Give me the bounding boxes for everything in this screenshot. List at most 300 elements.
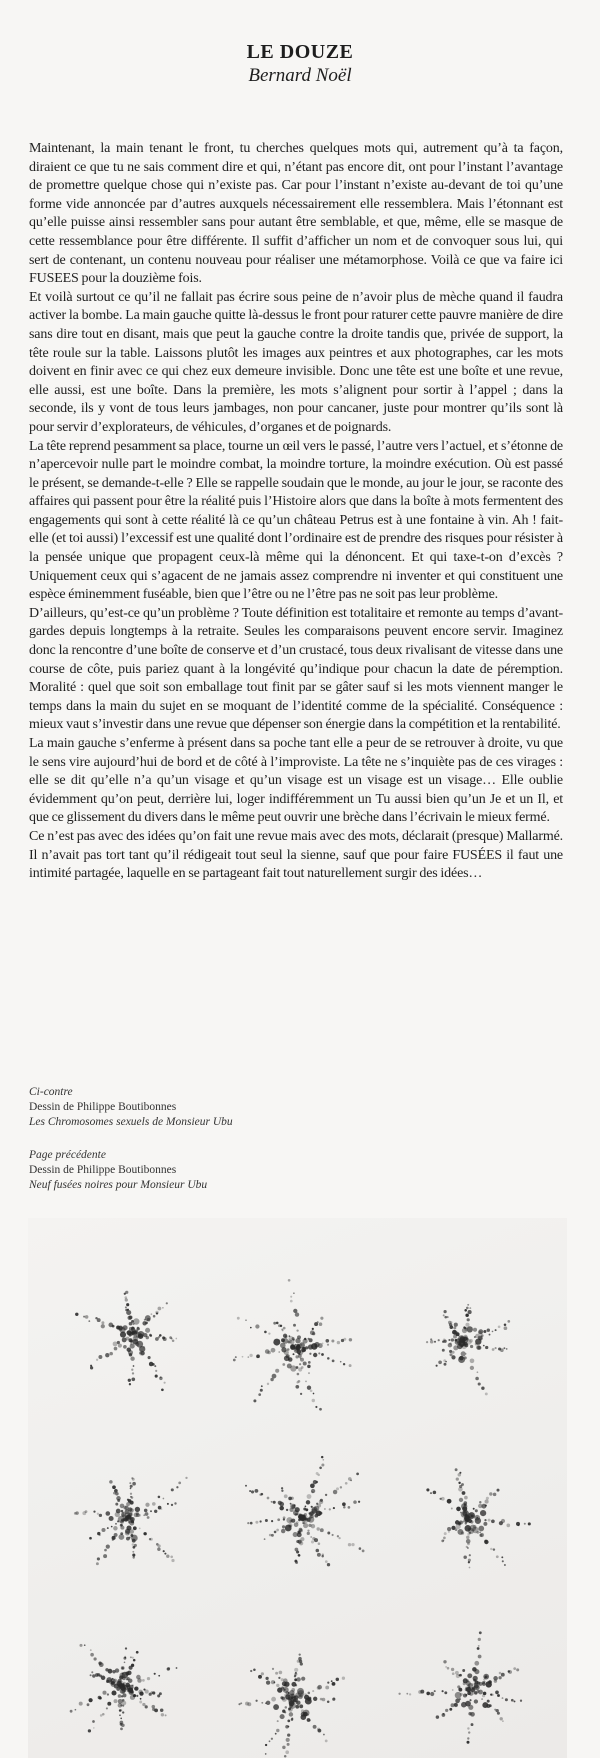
- ink-dot: [122, 1705, 124, 1707]
- ink-dot: [274, 1681, 276, 1683]
- ink-dot: [154, 1365, 156, 1367]
- ink-dot: [75, 1313, 78, 1316]
- ink-dot: [70, 1710, 73, 1713]
- ink-dot: [316, 1549, 320, 1553]
- ink-dot: [436, 1715, 439, 1718]
- ink-dot: [296, 1550, 299, 1553]
- ink-dot: [145, 1690, 149, 1694]
- ink-dot: [444, 1363, 447, 1366]
- ink-dot: [124, 1506, 129, 1511]
- ink-dot: [280, 1714, 285, 1719]
- ink-dot: [97, 1513, 99, 1515]
- ink-dot: [139, 1346, 145, 1352]
- ink-dot: [465, 1525, 472, 1532]
- ink-dot: [171, 1504, 173, 1506]
- ink-dot: [272, 1374, 277, 1379]
- ink-dot: [318, 1352, 320, 1354]
- ink-dot: [112, 1670, 115, 1673]
- ink-dot: [348, 1477, 352, 1481]
- ink-dot: [455, 1698, 460, 1703]
- ink-dot: [468, 1310, 472, 1314]
- ink-dot: [133, 1318, 139, 1324]
- ink-dot: [178, 1482, 181, 1485]
- ink-dot: [248, 1356, 250, 1358]
- ink-dot: [467, 1737, 469, 1739]
- ink-dot: [318, 1542, 321, 1545]
- ink-dot: [406, 1693, 408, 1695]
- ink-dot: [418, 1690, 422, 1694]
- ink-dot: [482, 1694, 485, 1697]
- ink-dot: [271, 1738, 273, 1740]
- ink-dot: [483, 1681, 485, 1683]
- ink-dot: [463, 1326, 465, 1328]
- ink-dot: [153, 1315, 156, 1318]
- ink-dot: [271, 1697, 276, 1702]
- ink-dot: [343, 1506, 346, 1509]
- ink-dot: [157, 1547, 160, 1550]
- ink-dot: [170, 1555, 173, 1558]
- ink-dot: [282, 1710, 285, 1713]
- ink-dot: [444, 1310, 447, 1313]
- ink-dot: [90, 1649, 92, 1651]
- ink-dot: [492, 1348, 495, 1351]
- ink-dot: [430, 1340, 434, 1344]
- ink-dot: [348, 1543, 351, 1546]
- ink-dot: [96, 1562, 99, 1565]
- ink-dot: [320, 1528, 324, 1532]
- ink-dot: [120, 1504, 125, 1509]
- ink-dot: [102, 1691, 106, 1695]
- ink-dot: [473, 1508, 475, 1510]
- ink-dot: [448, 1343, 452, 1347]
- ink-dot: [295, 1684, 297, 1686]
- ink-dot: [122, 1667, 124, 1669]
- ink-dot: [438, 1360, 442, 1364]
- ink-dot: [126, 1685, 130, 1689]
- ink-dot: [296, 1513, 298, 1515]
- ink-dot: [295, 1561, 298, 1564]
- ink-dot: [313, 1725, 317, 1729]
- ink-dot: [166, 1555, 169, 1558]
- ink-dot: [126, 1303, 129, 1306]
- ink-dot: [311, 1507, 317, 1513]
- ink-dot: [114, 1347, 118, 1351]
- ink-dot: [281, 1487, 283, 1489]
- ink-dot: [319, 1322, 323, 1326]
- ink-dot: [92, 1674, 95, 1677]
- ink-dot: [465, 1522, 467, 1524]
- ink-dot: [353, 1500, 357, 1504]
- ink-dot: [145, 1322, 148, 1325]
- caption-credit: Dessin de Philippe Boutibonnes: [29, 1101, 177, 1113]
- ink-dot: [340, 1361, 342, 1363]
- ink-dot: [313, 1353, 317, 1357]
- ink-dot: [464, 1309, 467, 1312]
- ink-dot: [113, 1526, 117, 1530]
- ink-dot: [268, 1332, 270, 1334]
- ink-dot: [120, 1526, 124, 1530]
- ink-dot: [358, 1501, 360, 1503]
- ink-dot: [122, 1337, 127, 1342]
- ink-dot: [125, 1296, 128, 1299]
- ink-dot: [255, 1700, 257, 1702]
- ink-dot: [319, 1408, 322, 1411]
- ink-dot: [312, 1690, 314, 1692]
- ink-dot: [162, 1336, 165, 1339]
- ink-dot: [461, 1483, 464, 1486]
- ink-dot: [506, 1524, 510, 1528]
- ink-dot: [304, 1338, 306, 1340]
- ink-dot: [139, 1527, 141, 1529]
- ink-dot: [461, 1511, 468, 1518]
- ink-dot: [504, 1564, 506, 1566]
- ink-dot: [139, 1691, 143, 1695]
- ink-dot: [127, 1316, 131, 1320]
- ink-dot: [282, 1525, 285, 1528]
- ink-dot: [158, 1307, 162, 1311]
- ink-dot: [313, 1697, 317, 1701]
- ink-dot: [456, 1507, 461, 1512]
- ink-dot: [483, 1330, 486, 1333]
- ink-dot: [281, 1490, 283, 1492]
- ink-dot: [434, 1690, 436, 1692]
- ink-dot: [336, 1487, 339, 1490]
- ink-dot: [132, 1543, 135, 1546]
- ink-dot: [478, 1526, 484, 1532]
- ink-dot: [154, 1673, 156, 1675]
- ink-dot: [506, 1348, 508, 1350]
- ink-dot: [458, 1522, 461, 1525]
- ink-dot: [287, 1743, 290, 1746]
- ink-dot: [325, 1494, 327, 1496]
- ink-dot: [351, 1543, 354, 1546]
- ink-dot: [449, 1708, 452, 1711]
- ink-dot: [308, 1516, 315, 1523]
- ink-dot: [466, 1520, 468, 1522]
- ink-dot: [249, 1490, 251, 1492]
- ink-dot: [258, 1675, 262, 1679]
- ink-dot: [288, 1497, 292, 1501]
- ink-dot: [321, 1353, 324, 1356]
- ink-dot: [332, 1682, 336, 1686]
- ink-dot: [255, 1489, 259, 1493]
- ink-dot: [457, 1529, 463, 1535]
- paragraph: La tête reprend pesamment sa place, tourne un œil vers le passé, l’autre vers l’actuel, et s’étonne de n’apercevoir nulle part le moindre combat, la moindre torture, la moindre exécution. Où est passé le présent, se demande-t-elle ? Elle se rappelle soudain que le monde, au jour le jour, se raconte des affaires qui passent pour être la réalité puis l’Histoire alors que dans la boîte à mots fermentent des engagements qui sont à cette réalité là ce qu’un château Petrus est à une fontaine à vin. Ah ! fait-elle (et toi aussi) l’excessif est une qualité dont l’ordinaire est de prendre des risques pour résister à la pensée unique que propagent ceux-là même qui la dénoncent. Et qui taxe-t-on d’excès ? Uniquement ceux qui s’agacent de ne jamais assez comprendre ni inventer et qui constituent une espèce éminemment fuséable, bien que l’être ou ne l’être pas ne soit pas leur problème.: [29, 438, 563, 603]
- ink-drawing-illustration: [28, 1218, 567, 1758]
- ink-dot: [468, 1731, 470, 1733]
- ink-dot: [90, 1366, 93, 1369]
- ink-dot: [332, 1360, 335, 1363]
- ink-dot: [453, 1335, 457, 1339]
- ink-dot: [273, 1501, 276, 1504]
- ink-dot: [130, 1357, 134, 1361]
- ink-dot: [467, 1741, 470, 1744]
- starburst-figure: [233, 1279, 352, 1411]
- ink-dot: [105, 1353, 109, 1357]
- ink-dot: [281, 1697, 285, 1701]
- ink-dot: [479, 1631, 482, 1634]
- ink-dot: [455, 1468, 458, 1471]
- ink-dot: [151, 1313, 153, 1315]
- ink-dot: [309, 1338, 313, 1342]
- ink-dot: [495, 1329, 497, 1331]
- ink-dot: [442, 1690, 444, 1692]
- ink-dot: [447, 1667, 450, 1670]
- ink-dot: [451, 1526, 455, 1530]
- ink-dot: [473, 1328, 477, 1332]
- caption-heading: Page précédente: [29, 1149, 106, 1161]
- ink-dot: [438, 1339, 440, 1341]
- ink-dot: [276, 1322, 279, 1325]
- ink-dot: [250, 1327, 252, 1329]
- starburst-figure: [245, 1456, 364, 1566]
- article-title: LE DOUZE: [246, 41, 354, 63]
- ink-dot: [478, 1655, 482, 1659]
- ink-dot: [171, 1488, 174, 1491]
- ink-dot: [483, 1522, 487, 1526]
- ink-dot: [261, 1385, 263, 1387]
- ink-dot: [129, 1482, 131, 1484]
- ink-dot: [490, 1548, 492, 1550]
- ink-dot: [301, 1677, 305, 1681]
- ink-dot: [504, 1326, 508, 1330]
- ink-dot: [326, 1339, 330, 1343]
- ink-dot: [117, 1683, 123, 1689]
- ink-dot: [475, 1377, 479, 1381]
- ink-dot: [466, 1307, 469, 1310]
- ink-dot: [309, 1353, 311, 1355]
- ink-dot: [120, 1728, 123, 1731]
- paragraph: Ce n’est pas avec des idées qu’on fait une revue mais avec des mots, déclarait (presque) Mallarmé. Il n’avait pas tort tant qu’il rédigeait tout seul la sienne, sauf que pour faire FUSÉES il faut une intimité partagée, laquelle en se partageant fait tout naturellement surgir des idées…: [29, 828, 563, 882]
- ink-dot: [303, 1361, 307, 1365]
- ink-dot: [152, 1691, 155, 1694]
- ink-dot: [471, 1723, 474, 1726]
- ink-dot: [447, 1316, 449, 1318]
- ink-dot: [505, 1698, 508, 1701]
- ink-dot: [290, 1504, 296, 1510]
- ink-dot: [474, 1661, 479, 1666]
- ink-dot: [475, 1518, 481, 1524]
- ink-dot: [321, 1555, 323, 1557]
- ink-dot: [176, 1486, 178, 1488]
- ink-dot: [459, 1356, 464, 1361]
- ink-dot: [283, 1516, 286, 1519]
- ink-dot: [317, 1553, 321, 1557]
- ink-dot: [319, 1467, 322, 1470]
- ink-dot: [160, 1709, 163, 1712]
- ink-dot: [299, 1704, 303, 1708]
- ink-dot: [250, 1670, 252, 1672]
- article-header: [0, 40, 600, 88]
- ink-dot: [286, 1354, 290, 1358]
- ink-dot: [130, 1485, 133, 1488]
- ink-dot: [467, 1542, 470, 1545]
- ink-dot: [276, 1684, 279, 1687]
- ink-dot: [311, 1540, 314, 1543]
- ink-dot: [132, 1556, 134, 1558]
- ink-dot: [175, 1338, 177, 1340]
- ink-dot: [436, 1365, 438, 1367]
- ink-dot: [307, 1365, 310, 1368]
- ink-dot: [131, 1327, 134, 1330]
- ink-dot: [158, 1675, 160, 1677]
- ink-dot: [136, 1651, 139, 1654]
- ink-dot: [322, 1343, 324, 1345]
- ink-dot: [106, 1511, 111, 1516]
- ink-dot: [270, 1378, 273, 1381]
- starburst-figure: [426, 1468, 530, 1568]
- ink-dot: [461, 1702, 467, 1708]
- ink-dot: [426, 1341, 428, 1343]
- ink-dot: [285, 1725, 289, 1729]
- ink-dot: [281, 1328, 283, 1330]
- ink-dot: [139, 1701, 142, 1704]
- ink-dot: [459, 1674, 462, 1677]
- ink-dot: [345, 1482, 348, 1485]
- ink-dot: [480, 1510, 486, 1516]
- ink-dot: [457, 1685, 460, 1688]
- ink-dot: [157, 1544, 160, 1547]
- ink-dot: [317, 1728, 320, 1731]
- ink-dot: [126, 1310, 131, 1315]
- ink-dot: [107, 1693, 109, 1695]
- ink-dot: [172, 1339, 175, 1342]
- ink-dot: [149, 1334, 152, 1337]
- ink-dot: [97, 1557, 100, 1560]
- ink-dot: [135, 1507, 140, 1512]
- ink-dot: [303, 1522, 305, 1524]
- ink-dot: [295, 1385, 299, 1389]
- ink-dot: [130, 1501, 134, 1505]
- ink-dot: [443, 1537, 446, 1540]
- ink-dot: [276, 1729, 279, 1732]
- starburst-figure: [75, 1291, 177, 1392]
- ink-dot: [398, 1693, 400, 1695]
- ink-dot: [297, 1373, 300, 1376]
- ink-dot: [513, 1667, 516, 1670]
- ink-dot: [265, 1702, 267, 1704]
- ink-dot: [130, 1508, 134, 1512]
- ink-dot: [142, 1703, 145, 1706]
- ink-dot: [461, 1503, 467, 1509]
- ink-dot: [313, 1393, 315, 1395]
- ink-dot: [468, 1561, 470, 1563]
- ink-dot: [302, 1347, 306, 1351]
- ink-dot: [486, 1681, 492, 1687]
- ink-dot: [297, 1335, 301, 1339]
- ink-dot: [250, 1522, 253, 1525]
- ink-dot: [500, 1717, 503, 1720]
- ink-dot: [147, 1516, 150, 1519]
- ink-dot: [298, 1367, 302, 1371]
- paragraph: D’ailleurs, qu’est-ce qu’un problème ? Toute définition est totalitaire et remonte au temps d’avant-gardes depuis longtemps à la retraite. Seules les comparaisons peuvent encore servir. Imaginez donc la rencontre d’une boîte de conserve et d’un crustacé, tous deux rivalisant de vitesse dans une course de côte, puis pariez quant à la longévité qu’indique pour chacun la date de péremption. Moralité : quel que soit son emballage tout finit par se gâter sauf si les mots viennent manger le temps dans la main du sujet en se moquant de l’identité comme de la spécialité. Conséquence : mieux vaut s’investir dans une revue que dépenser son énergie dans la compétition et la rentabilité.: [29, 605, 563, 733]
- ink-dot: [325, 1560, 328, 1563]
- ink-dot: [88, 1320, 90, 1322]
- ink-dot: [148, 1356, 151, 1359]
- ink-dot: [112, 1485, 116, 1489]
- ink-dot: [291, 1688, 295, 1692]
- ink-dot: [299, 1653, 301, 1655]
- ink-dot: [133, 1339, 139, 1345]
- ink-dot: [307, 1532, 310, 1535]
- ink-dot: [478, 1382, 481, 1385]
- ink-dot: [283, 1687, 289, 1693]
- ink-dot: [497, 1489, 500, 1492]
- ink-dot: [323, 1734, 325, 1736]
- ink-dot: [269, 1740, 271, 1742]
- ink-dot: [132, 1372, 134, 1374]
- ink-dot: [265, 1753, 267, 1755]
- ink-dot: [261, 1493, 264, 1496]
- ink-dot: [451, 1508, 453, 1510]
- ink-dot: [146, 1336, 149, 1339]
- ink-dot: [444, 1691, 447, 1694]
- ink-dot: [144, 1509, 148, 1513]
- ink-dot: [299, 1363, 301, 1365]
- ink-dot: [316, 1503, 318, 1505]
- starburst-figure: [74, 1477, 188, 1565]
- ink-dot: [265, 1349, 270, 1354]
- ink-dot: [128, 1379, 131, 1382]
- ink-dot: [150, 1538, 153, 1541]
- ink-dot: [89, 1698, 93, 1702]
- ink-dot: [75, 1709, 77, 1711]
- ink-dot: [327, 1682, 329, 1684]
- ink-dot: [332, 1534, 334, 1536]
- ink-dot: [266, 1680, 270, 1684]
- ink-dot: [312, 1332, 315, 1335]
- ink-dot: [308, 1524, 311, 1527]
- ink-dot: [286, 1738, 290, 1742]
- ink-dot: [127, 1499, 129, 1501]
- ink-dot: [467, 1673, 472, 1678]
- ink-dot: [327, 1344, 329, 1346]
- ink-dot: [321, 1463, 324, 1466]
- ink-dot: [111, 1526, 113, 1528]
- ink-dot: [132, 1684, 134, 1686]
- ink-dot: [279, 1506, 284, 1511]
- starburst-figure: [70, 1644, 178, 1733]
- ink-dot: [158, 1496, 161, 1499]
- ink-dot: [430, 1692, 434, 1696]
- ink-dot: [308, 1692, 311, 1695]
- ink-dot: [469, 1554, 471, 1556]
- ink-dot: [85, 1315, 89, 1319]
- ink-dot: [233, 1359, 236, 1362]
- ink-dot: [448, 1321, 451, 1324]
- ink-dot: [140, 1698, 142, 1700]
- ink-dot: [443, 1314, 445, 1316]
- ink-dot: [159, 1692, 162, 1695]
- ink-dot: [465, 1313, 469, 1317]
- ink-dot: [462, 1491, 466, 1495]
- ink-dot: [495, 1347, 497, 1349]
- ink-dot: [501, 1673, 505, 1677]
- article-author: Bernard Noël: [248, 65, 352, 86]
- ink-dot: [467, 1547, 469, 1549]
- ink-dot: [463, 1693, 467, 1697]
- ink-dot: [478, 1645, 480, 1647]
- ink-dot: [145, 1328, 150, 1333]
- ink-dot: [466, 1536, 469, 1539]
- ink-dot: [245, 1485, 247, 1487]
- ink-dot: [132, 1482, 136, 1486]
- ink-dot: [277, 1720, 279, 1722]
- ink-dot: [504, 1324, 507, 1327]
- ink-dot: [348, 1506, 351, 1509]
- ink-dot: [349, 1364, 352, 1367]
- ink-dot: [479, 1534, 482, 1537]
